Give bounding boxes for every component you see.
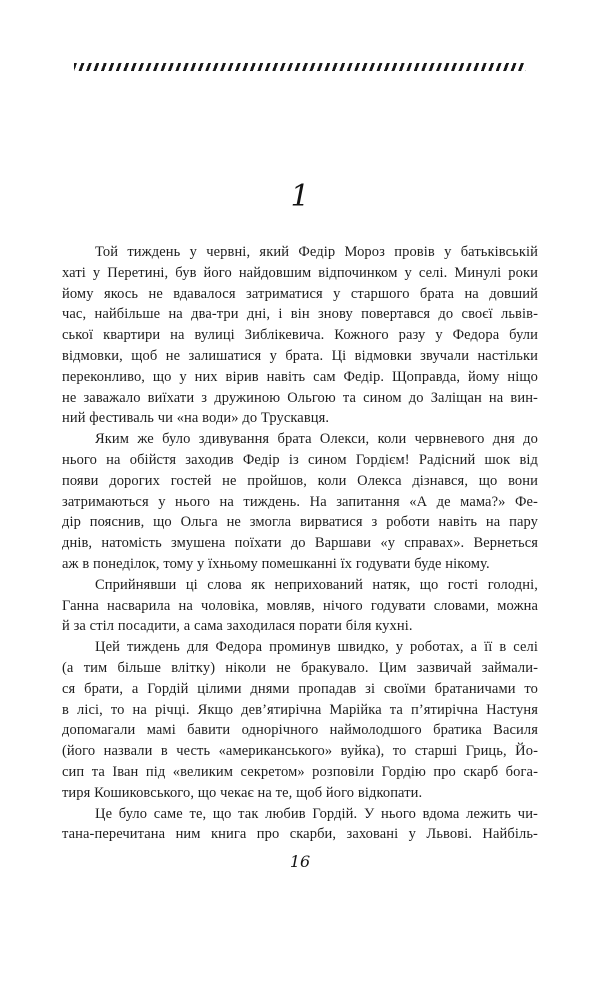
paragraph	[62, 429, 538, 575]
text-line: не заважало виїхати з дружиною Ольгою та сином до Заліщан на вин-	[62, 389, 538, 406]
book-page	[0, 63, 600, 997]
text-line: ської квартири на вулиці Зиблікевича. Кожного разу у Федора були	[62, 327, 538, 344]
text-line: ний фестиваль чи «на води» до Трускавця.	[62, 410, 330, 427]
text-line: Яким же було здивування брата Олекси, коли червневого дня до	[95, 431, 538, 448]
chapter-number: 1	[290, 179, 310, 214]
text-line: тана-перечитана ним книга про скарби, заховані у Львові. Найбіль-	[62, 826, 538, 843]
text-line: Ганна насварила на чоловіка, мовляв, нічого годувати словами, можна	[62, 597, 538, 614]
text-line: Цей тиждень для Федора проминув швидко, у роботах, а її в селі	[95, 639, 538, 656]
page-number: 16	[289, 852, 311, 872]
text-line: дір пояснив, що Ольга не змогла вирватися з роботи навіть на пару	[62, 514, 538, 531]
text-line: в лісі, то на річці. Якщо дев’ятирічна Марійка та п’ятирічна Настуня	[62, 701, 538, 718]
text-line: час, найбільше на два-три дні, і він знову повертався до своєї львів-	[62, 306, 538, 323]
text-line: тиря Кошиковського, що чекає на те, щоб його відкопати.	[62, 784, 423, 801]
text-line: появи дорогих гостей не пройшов, коли Олекса дізнався, що вони	[62, 472, 538, 489]
text-line: йому якось не вдавалося затриматися у старшого брата на довший	[62, 285, 538, 302]
text-line: нього на обійстя заходив Федір із сином Гордієм! Радісний шок від	[62, 451, 538, 468]
text-line: допомагали мамі бавити однорічного наймолодшого братика Василя	[62, 722, 538, 739]
text-line: сип та Іван під «великим секретом» розповіли Гордію про скарб бога-	[62, 763, 538, 780]
text-line: переконливо, що у них вірив навіть сам Федір. Щоправда, йому ніщо	[62, 368, 538, 385]
paragraph	[62, 242, 538, 429]
text-line: (його назвали в честь «американського» вуйка), то старші Гриць, Йо-	[62, 743, 538, 760]
paragraph	[62, 804, 538, 846]
text-line: аж в понеділок, тому у їхньому помешканні їх годувати буде нікому.	[62, 555, 490, 572]
text-line: хаті у Перетині, був його найдовшим відпочинком у селі. Минулі роки	[62, 264, 538, 281]
text-line: відмовки, щоб не залишатися у брата. Ці відмовки звучали настільки	[62, 347, 538, 364]
text-line: й за стіл посадити, а сама заходилася порати біля кухні.	[62, 618, 413, 635]
paragraph	[62, 637, 538, 803]
text-line: ся брати, а Гордій цілими днями пропадав зі своїми братаничами то	[62, 680, 538, 697]
paragraph	[62, 575, 538, 637]
text-line: Сприйнявши ці слова як неприхований натяк, що гості голодні,	[95, 576, 538, 593]
text-line: (а тим більше влітку) ніколи не бракувало. Цим зазвичай займали-	[62, 659, 538, 676]
text-line: затримаються у нього на тиждень. На запитання «А де мама?» Фе-	[62, 493, 538, 510]
slanted-dashes-rule-icon	[74, 63, 526, 71]
text-line: Це було саме те, що так любив Гордій. У нього вдома лежить чи-	[95, 805, 538, 822]
body-text	[62, 242, 538, 845]
text-line: днів, натомість змушена поїхати до Варшави «у справах». Вернеться	[62, 535, 538, 552]
text-line: Той тиждень у червні, який Федір Мороз провів у батьківській	[95, 244, 538, 260]
